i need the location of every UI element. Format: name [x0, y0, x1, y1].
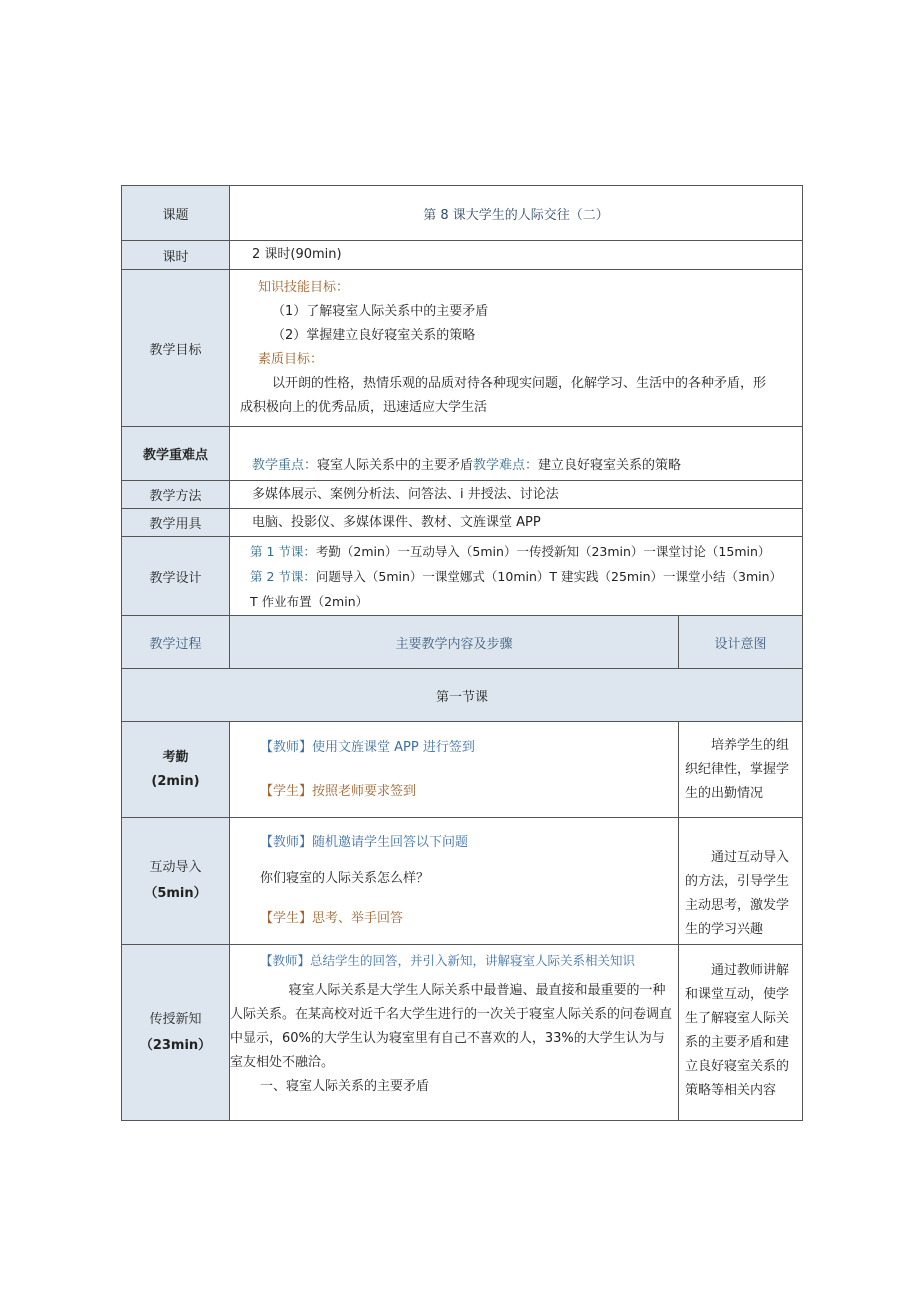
attendance-cell: [122, 722, 230, 818]
teach-teacher: 【教师】总结学生的回答，并引入新知，讲解寝室人际关系相关知识: [260, 953, 636, 968]
attendance-label: 考勤: [162, 749, 189, 765]
difficult-heading: 教学难点：: [473, 458, 539, 473]
objective-item-2: （2）掌握建立良好寝室关系的策略: [272, 328, 476, 343]
design-content: [230, 537, 803, 616]
row-title: [122, 186, 803, 241]
tools-label: 教学用具: [122, 509, 230, 537]
key-points-label: 教学重难点: [122, 427, 230, 481]
intro-cell: [122, 818, 230, 945]
teach-cell: [122, 945, 230, 1121]
row-intro: [122, 818, 803, 945]
quality-text-2: 成积极向上的优秀品质，迅速适应大学生活: [240, 400, 488, 415]
knowledge-heading: 知识技能目标：: [258, 280, 350, 295]
intro-student: 【学生】思考、举手回答: [260, 911, 404, 926]
row-objectives: [122, 270, 803, 427]
intro-intent-cell: [679, 818, 803, 945]
teach-paragraph: 寝室人际关系是大学生人际关系中最普遍、最直接和最重要的一种人际关系。在某高校对近千名大学生进行的一次关于寝室人际关系的问卷调直中显示，60%的大学生认为寝室里有自己不喜欢的人，33%的大学生认为与室友相处不融洽。: [230, 983, 673, 1070]
attendance-intent-cell: [679, 722, 803, 818]
row-tools: [122, 509, 803, 537]
quality-heading: 素质目标：: [258, 352, 324, 367]
intro-intent: 通过互动导入的方法，引导学生主动思考，激发学生的学习兴趣: [685, 850, 790, 937]
lesson2-text: 问题导入（5min）一课堂娜式（10min）T 建实践（25min）一课堂小结（3min）: [315, 568, 783, 584]
key-points-content: [230, 427, 803, 481]
row-headers: [122, 616, 803, 669]
methods-value: 多媒体展示、案例分析法、问答法、i 井授法、讨论法: [230, 481, 803, 509]
attendance-student: 【学生】按照老师要求签到: [260, 783, 417, 799]
row-design: [122, 537, 803, 616]
lesson2-heading: 第 2 节课：: [250, 568, 316, 584]
teach-time: （23min）: [139, 1037, 212, 1053]
title-label: 课题: [122, 186, 230, 241]
methods-label: 教学方法: [122, 481, 230, 509]
objective-item-1: （1）了解寝室人际关系中的主要矛盾: [272, 304, 489, 319]
hours-label: 课时: [122, 241, 230, 270]
lesson1-heading: 第 1 节课：: [250, 543, 316, 559]
attendance-teacher: 【教师】使用文旌课堂 APP 进行签到: [260, 739, 475, 755]
hours-value: 2 课时(90min): [230, 241, 803, 270]
header-process: 教学过程: [122, 616, 230, 669]
difficult-text: 建立良好寝室关系的策略: [538, 458, 682, 473]
intro-content: [230, 818, 679, 945]
lesson1-text: 考勤（2min）一互动导入（5min）一传授新知（23min）一课堂讨论（15min）: [315, 543, 771, 559]
row-hours: [122, 241, 803, 270]
row-methods: [122, 481, 803, 509]
row-teach: [122, 945, 803, 1121]
row-key-points: [122, 427, 803, 481]
teach-intent-cell: [679, 945, 803, 1121]
intro-label: 互动导入: [149, 860, 202, 875]
objectives-content: [230, 270, 803, 427]
header-content: 主要教学内容及步骤: [230, 616, 679, 669]
key-heading: 教学重点：: [252, 458, 318, 473]
row-section-1: [122, 669, 803, 722]
tools-value: 电脑、投影仪、多媒体课件、教材、文旌课堂 APP: [230, 509, 803, 537]
attendance-time: (2min): [151, 773, 200, 789]
course-title: 第 8 课大学生的人际交往（二）: [230, 186, 803, 241]
quality-text-1: 以开朗的性格，热情乐观的品质对待各种现实问题，化解学习、生活中的各种矛盾，形: [272, 376, 767, 391]
teach-subhead: 一、寝室人际关系的主要矛盾: [260, 1079, 430, 1094]
teach-label: 传授新知: [149, 1011, 202, 1027]
teach-content: [230, 945, 679, 1121]
key-text: 寝室人际关系中的主要矛盾: [317, 458, 474, 473]
objectives-label: 教学目标: [122, 270, 230, 427]
lesson-plan-table: [121, 185, 803, 1121]
row-attendance: [122, 722, 803, 818]
intro-question: 你们寝室的人际关系怎么样？: [260, 871, 430, 886]
attendance-intent: 培养学生的组织纪律性，掌握学生的出勤情况: [685, 737, 790, 801]
section-title: 第一节课: [122, 669, 803, 722]
intro-time: （5min）: [144, 886, 207, 901]
design-label: 教学设计: [122, 537, 230, 616]
lesson2-tail: T 作业布置（2min）: [250, 593, 369, 609]
header-intent: 设计意图: [679, 616, 803, 669]
attendance-content: [230, 722, 679, 818]
intro-teacher: 【教师】随机邀请学生回答以下问题: [260, 835, 469, 850]
teach-intent: 通过教师讲解和课堂互动，使学生了解寝室人际关系的主要矛盾和建立良好寝室关系的策略等相关内容: [685, 963, 790, 1098]
